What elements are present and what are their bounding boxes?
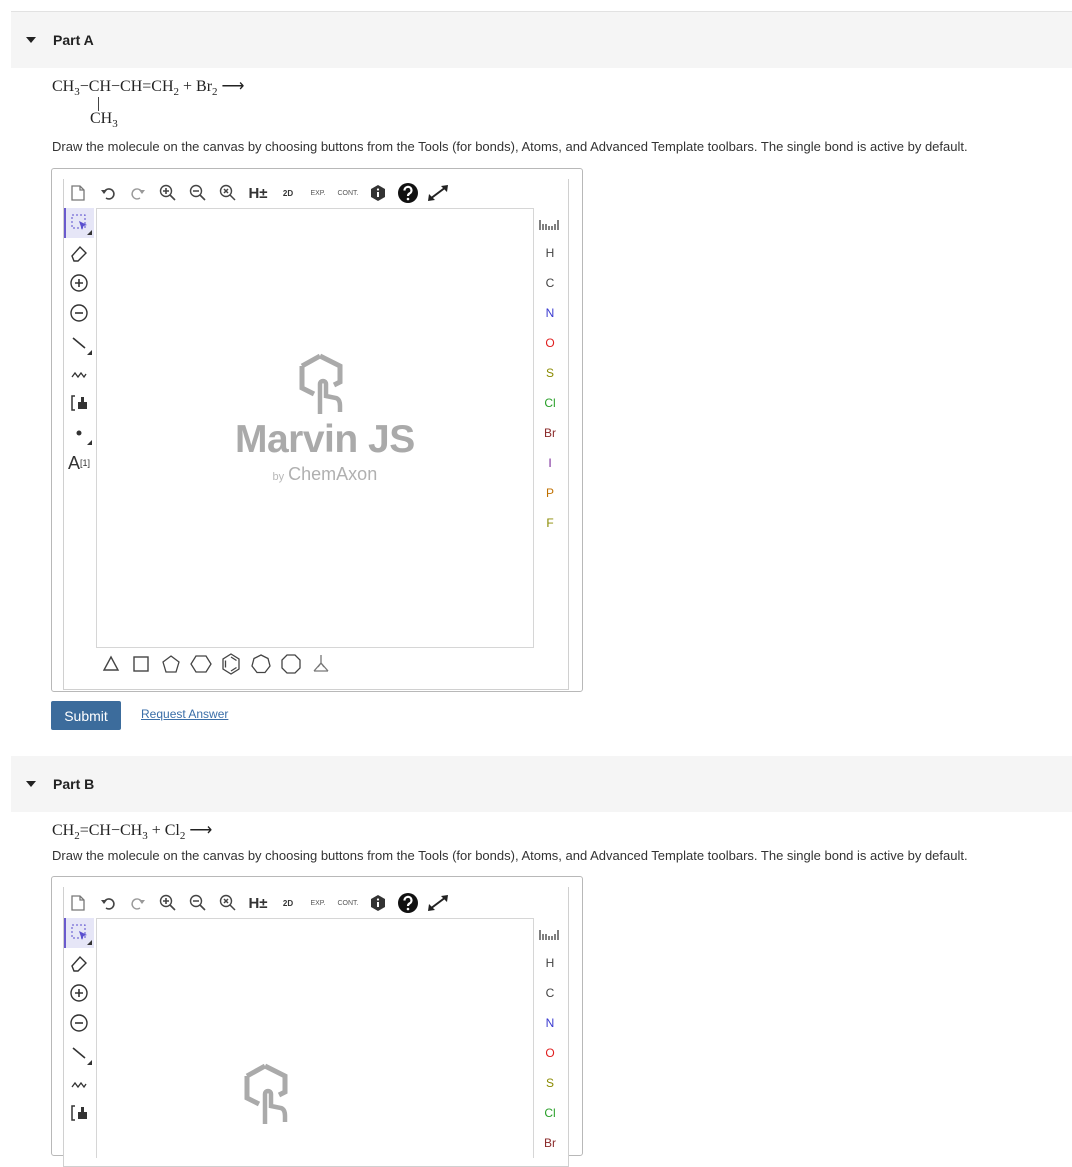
clean-2d-icon[interactable]: 2D [282, 188, 294, 198]
new-document-icon[interactable] [63, 888, 93, 918]
watermark-company: by ChemAxon [272, 464, 378, 484]
editor-a-left-toolbar [64, 208, 94, 478]
editor-a-template-toolbar [96, 649, 336, 679]
sgroup-bracket-icon[interactable] [64, 1098, 94, 1128]
part-a-equation: $CH_3-CH-CH=CH_2 + Br_2$ ⟶ [52, 78, 245, 99]
contract-icon[interactable]: CONT. [337, 899, 359, 907]
expand-icon[interactable]: EXP. [310, 899, 326, 907]
cycloheptane-icon[interactable] [246, 649, 276, 679]
undo-icon[interactable] [93, 178, 123, 208]
zoom-in-icon[interactable] [153, 888, 183, 918]
contract-icon[interactable]: CONT. [337, 189, 359, 197]
atom-o-button[interactable]: O [545, 1046, 555, 1060]
atom-f-button[interactable]: F [546, 516, 554, 530]
clean-2d-icon[interactable]: 2D [282, 898, 294, 908]
atom-h-button[interactable]: H [545, 956, 555, 970]
drawing-canvas-b[interactable] [96, 918, 534, 1158]
fullscreen-icon[interactable] [423, 888, 453, 918]
increase-charge-icon[interactable] [64, 268, 94, 298]
atom-c-button[interactable]: C [545, 986, 555, 1000]
cyclopropane-icon[interactable] [96, 649, 126, 679]
part-b-instructions: Draw the molecule on the canvas by choosing buttons from the Tools (for bonds), Atoms, and Advanced Template toolbars. The single bond is active by default. [52, 848, 968, 863]
periodic-table-icon[interactable] [536, 918, 564, 948]
single-bond-icon[interactable] [64, 1038, 94, 1068]
chain-tool-icon[interactable] [64, 358, 94, 388]
zoom-fit-icon[interactable] [213, 888, 243, 918]
sgroup-bracket-icon[interactable] [64, 388, 94, 418]
radical-icon[interactable] [64, 418, 94, 448]
undo-icon[interactable] [93, 888, 123, 918]
part-a-title: Part A [53, 32, 94, 48]
atom-s-button[interactable]: S [545, 1076, 554, 1090]
marvin-watermark [235, 1062, 305, 1128]
zoom-out-icon[interactable] [183, 888, 213, 918]
editor-a-top-toolbar [63, 177, 453, 209]
periodic-table-icon[interactable] [536, 208, 564, 238]
marvin-watermark [235, 352, 415, 485]
hydrogen-toggle-icon[interactable]: H± [248, 894, 268, 912]
zoom-out-icon[interactable] [183, 178, 213, 208]
hydrogen-toggle-icon[interactable]: H± [248, 184, 268, 202]
editor-b-left-toolbar [64, 918, 94, 1128]
part-a-header[interactable] [11, 12, 1072, 68]
part-a-instructions: Draw the molecule on the canvas by choosing buttons from the Tools (for bonds), Atoms, and Advanced Template toolbars. The single bond is active by default. [52, 139, 968, 154]
cyclopentane-icon[interactable] [156, 649, 186, 679]
atom-h-button[interactable]: H [545, 246, 555, 260]
marvin-logo-icon [235, 1062, 305, 1128]
atom-p-button[interactable]: P [545, 486, 554, 500]
part-b-equation: $CH_2=CH-CH_3 + Cl_2$ ⟶ [52, 822, 213, 843]
cyclohexane-icon[interactable] [186, 649, 216, 679]
submit-button[interactable]: Submit [51, 701, 121, 730]
decrease-charge-icon[interactable] [64, 1008, 94, 1038]
editor-a-atom-toolbar [536, 208, 564, 538]
caret-down-icon [26, 781, 36, 787]
watermark-title: Marvin JS [235, 418, 415, 461]
atom-cl-button[interactable]: Cl [544, 396, 556, 410]
atom-s-button[interactable]: S [545, 366, 554, 380]
select-tool-icon[interactable] [64, 918, 94, 948]
eraser-icon[interactable] [64, 948, 94, 978]
help-icon[interactable] [393, 888, 423, 918]
select-tool-icon[interactable] [64, 208, 94, 238]
part-b-header[interactable] [11, 756, 1072, 812]
atom-label-icon[interactable]: A [1] [67, 452, 91, 473]
benzene-icon[interactable] [216, 649, 246, 679]
info-icon[interactable] [363, 888, 393, 918]
cyclooctane-icon[interactable] [276, 649, 306, 679]
zoom-fit-icon[interactable] [213, 178, 243, 208]
caret-down-icon [26, 37, 36, 43]
atom-n-button[interactable]: N [545, 306, 555, 320]
zoom-in-icon[interactable] [153, 178, 183, 208]
atom-br-button[interactable]: Br [544, 1136, 556, 1150]
help-icon[interactable] [393, 178, 423, 208]
cyclobutane-icon[interactable] [126, 649, 156, 679]
single-bond-icon[interactable] [64, 328, 94, 358]
redo-icon[interactable] [123, 888, 153, 918]
part-b-title: Part B [53, 776, 95, 792]
info-icon[interactable] [363, 178, 393, 208]
new-document-icon[interactable] [63, 178, 93, 208]
atom-br-button[interactable]: Br [544, 426, 556, 440]
template-library-icon[interactable] [306, 649, 336, 679]
atom-o-button[interactable]: O [545, 336, 555, 350]
eraser-icon[interactable] [64, 238, 94, 268]
redo-icon[interactable] [123, 178, 153, 208]
atom-i-button[interactable]: I [548, 456, 552, 470]
part-a-branch: $CH_3$ [90, 110, 118, 131]
atom-c-button[interactable]: C [545, 276, 555, 290]
increase-charge-icon[interactable] [64, 978, 94, 1008]
decrease-charge-icon[interactable] [64, 298, 94, 328]
atom-n-button[interactable]: N [545, 1016, 555, 1030]
editor-b-top-toolbar [63, 887, 453, 919]
marvin-logo-icon [290, 352, 360, 418]
branch-bond [98, 97, 99, 111]
expand-icon[interactable]: EXP. [310, 189, 326, 197]
editor-b-atom-toolbar [536, 918, 564, 1158]
atom-cl-button[interactable]: Cl [544, 1106, 556, 1120]
chain-tool-icon[interactable] [64, 1068, 94, 1098]
fullscreen-icon[interactable] [423, 178, 453, 208]
request-answer-link[interactable]: Request Answer [141, 707, 229, 721]
